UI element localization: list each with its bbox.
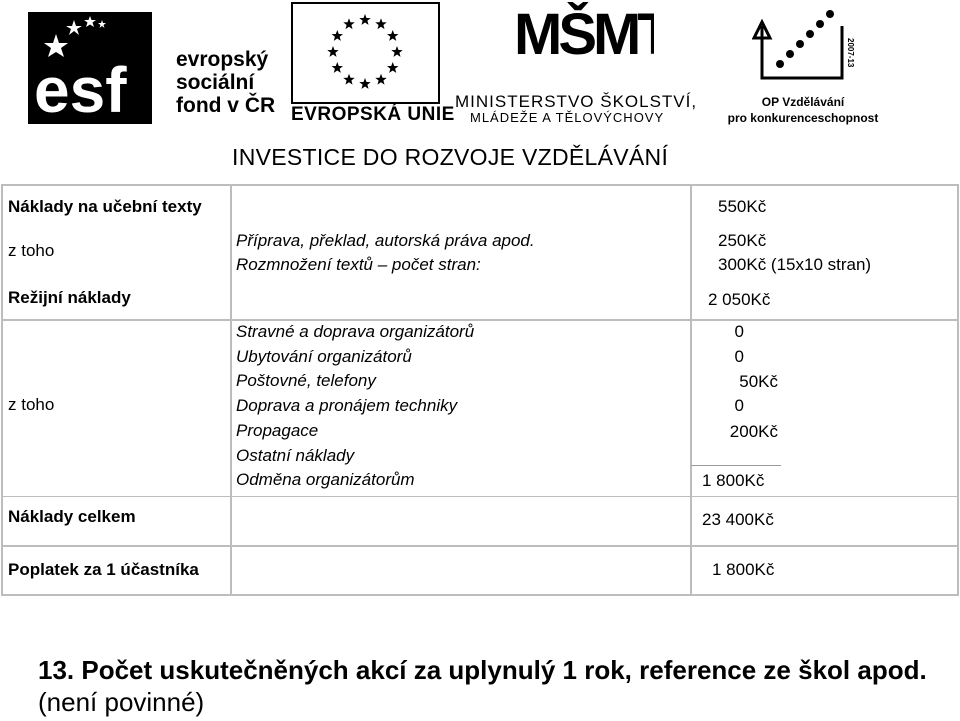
direction-item-name-2: Ubytování organizátorů [236,347,412,366]
esf-mark-icon [28,12,152,124]
eu-star-icon [387,30,398,41]
esf-wordmark [176,48,275,117]
section-heading-note: (není povinné) [38,687,205,717]
direction-item-name-7: Odměna organizátorům [236,470,415,489]
section-heading [38,654,938,718]
table-col-1 [230,184,232,596]
table-line-top [1,184,959,186]
table-line-bottom [1,594,959,596]
texts-amount: 550Kč [718,197,767,216]
direction-item-name-6: Ostatní náklady [236,446,355,465]
op-logo [752,8,856,94]
eu-star-icon [387,62,398,73]
texts-item-name-1: Příprava, překlad, autorská práva apod. [236,231,535,250]
eu-star-icon [375,18,386,29]
table-border-left [1,184,3,596]
direction-item-name-5: Propagace [236,421,319,440]
texts-sub-label: z toho [8,241,55,260]
texts-item-value-1: 250Kč [718,231,767,250]
eu-stars-icon [293,4,438,102]
fee-amount: 1 800Kč [712,560,775,579]
op-mark-year: 2007-13 [846,38,855,68]
eu-star-icon [359,14,370,25]
direction-label: Režijní náklady [8,288,131,307]
table-line-4 [1,545,959,547]
direction-item-value-5: 200Kč [729,422,778,441]
texts-item-name-2: Rozmnožení textů – počet stran: [236,255,481,274]
eu-star-icon [343,18,354,29]
direction-sub-label: z toho [8,395,55,414]
texts-item-value-2: 300Kč (15x10 stran) [718,255,872,274]
esf-line-1: evropský [176,48,269,71]
eu-star-icon [391,46,402,57]
esf-line-2: sociální [176,71,255,94]
table-line-3 [1,496,959,497]
eu-star-icon [359,78,370,89]
direction-item-value-2: 0 [734,347,744,366]
direction-item-value-4: 0 [734,396,744,415]
esf-logo [28,12,152,124]
eu-star-icon [343,74,354,85]
section-heading-bold: 13. Počet uskutečněných akcí za uplynulý 1 rok, reference ze škol apod. [38,655,927,685]
eu-label: EVROPSKÁ UNIE [291,104,455,125]
eu-star-icon [327,46,338,57]
direction-item-name-4: Doprava a pronájem techniky [236,396,458,415]
direction-item-value-1: 0 [734,322,744,341]
msmt-line-1: MINISTERSTVO ŠKOLSTVÍ, [455,92,698,111]
direction-amount: 2 050Kč [708,290,771,309]
direction-item-name-3: Poštovné, telefony [236,371,376,390]
direction-underline [691,465,781,466]
slogan: INVESTICE DO ROZVOJE VZDĚLÁVÁNÍ [232,144,669,170]
table-border-right [957,184,959,596]
total-label: Náklady celkem [8,507,136,526]
eu-star-icon [332,62,343,73]
msmt-mark-icon [512,2,654,90]
op-mark-icon [752,8,856,94]
eu-star-icon [332,30,343,41]
msmt-mark-text: MŠMT [514,2,654,67]
msmt-line-2: MLÁDEŽE A TĚLOVÝCHOVY [470,110,665,125]
msmt-logo [512,2,654,90]
op-line-1: OP Vzdělávání [761,95,845,109]
eu-flag-logo [291,2,440,104]
eu-star-icon [375,74,386,85]
direction-item-name-1: Stravné a doprava organizátorů [236,322,475,341]
texts-label: Náklady na učební texty [8,197,202,216]
esf-mark-text: esf [34,54,127,124]
op-line-2: pro konkurenceschopnost [727,111,879,125]
fee-label: Poplatek za 1 účastníka [8,560,199,579]
table-line-2 [1,319,959,321]
direction-item-value-7: 1 800Kč [702,471,765,490]
direction-item-value-3: 50Kč [739,372,778,391]
total-amount: 23 400Kč [702,510,774,529]
esf-line-3: fond v ČR [176,94,276,117]
